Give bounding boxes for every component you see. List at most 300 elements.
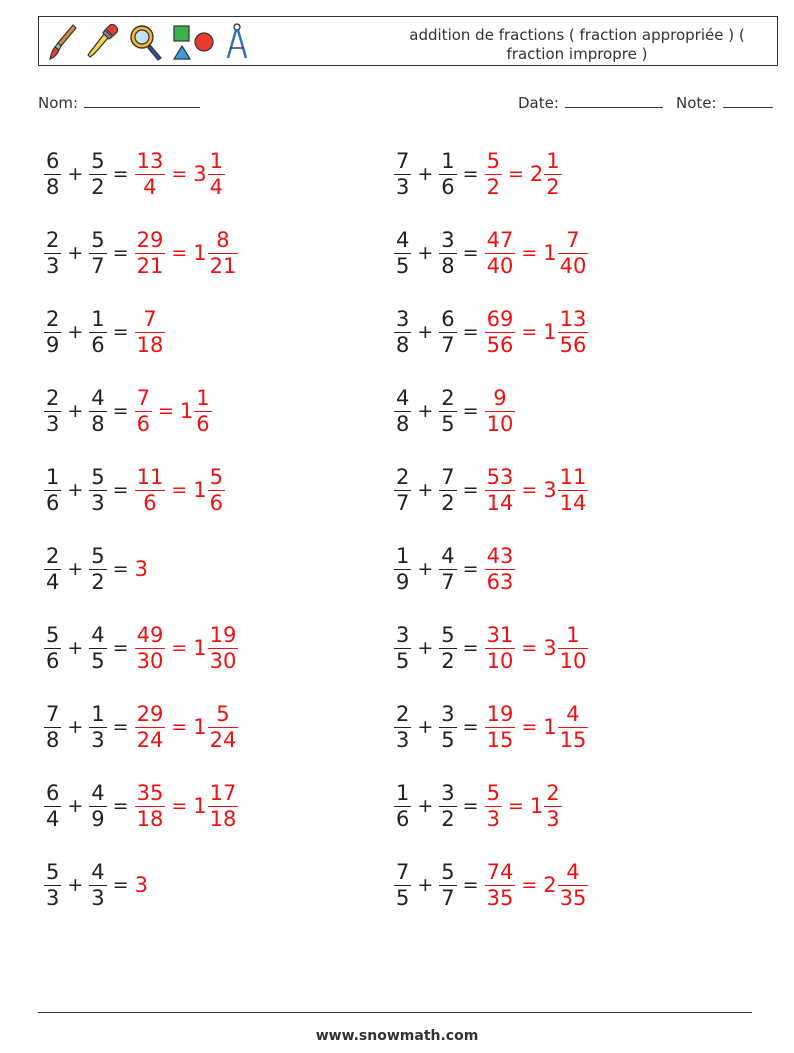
numerator: 5 (91, 148, 105, 173)
addend-fraction (44, 307, 61, 358)
numerator: 7 (441, 464, 455, 489)
fraction-problem (394, 223, 588, 283)
denominator: 15 (559, 727, 587, 752)
equals-sign: = (112, 716, 129, 738)
numerator: 4 (396, 227, 410, 252)
addend-fraction (44, 860, 61, 911)
numerator: 7 (46, 701, 60, 726)
denominator: 40 (559, 253, 587, 278)
numerator: 2 (546, 780, 560, 805)
equals-sign: = (112, 479, 129, 501)
equals-sign: = (462, 479, 479, 501)
equals-sign: = (112, 400, 129, 422)
answer-improper-fraction (485, 149, 502, 200)
mixed-whole-part: 1 (193, 794, 207, 818)
equals-sign: = (521, 242, 538, 264)
addend-fraction (44, 544, 61, 595)
mixed-whole-part: 3 (543, 636, 557, 660)
mixed-fraction-part (208, 149, 225, 200)
footer-url: www.snowmath.com (315, 1028, 479, 1044)
equals-sign: = (112, 874, 129, 896)
numerator: 7 (396, 148, 410, 173)
denominator: 8 (91, 411, 105, 436)
denominator: 6 (209, 490, 223, 515)
mixed-whole-part: 1 (179, 399, 194, 423)
mixed-whole-part: 1 (529, 794, 544, 818)
numerator: 1 (209, 148, 223, 173)
denominator: 24 (209, 727, 237, 752)
numerator: 4 (91, 622, 105, 647)
mixed-fraction-part (544, 149, 561, 200)
addend-fraction (394, 465, 411, 516)
mixed-fraction-part (208, 228, 239, 279)
numerator: 8 (216, 227, 230, 252)
plus-sign: + (67, 637, 84, 659)
addend-fraction (394, 386, 411, 437)
denominator: 6 (91, 332, 105, 357)
denominator: 3 (546, 806, 560, 831)
addend-fraction (44, 149, 61, 200)
denominator: 6 (441, 174, 455, 199)
plus-sign: + (67, 874, 84, 896)
denominator: 6 (396, 806, 410, 831)
numerator: 1 (91, 306, 105, 331)
numerator: 17 (209, 780, 237, 805)
numerator: 13 (559, 306, 587, 331)
numerator: 1 (91, 701, 105, 726)
denominator: 24 (136, 727, 164, 752)
numerator: 3 (441, 227, 455, 252)
numerator: 4 (441, 543, 455, 568)
addend-fraction (394, 228, 411, 279)
equals-sign: = (171, 242, 188, 264)
equals-sign: = (462, 795, 479, 817)
addend-fraction (394, 860, 411, 911)
fraction-problem (44, 460, 225, 520)
mixed-whole-part: 2 (543, 873, 557, 897)
fraction-problem (44, 144, 225, 204)
numerator: 1 (566, 622, 580, 647)
plus-sign: + (417, 242, 434, 264)
answer-whole: 3 (134, 873, 148, 897)
denominator: 30 (209, 648, 237, 673)
plus-sign: + (417, 400, 434, 422)
denominator: 7 (441, 569, 455, 594)
numerator: 5 (441, 859, 455, 884)
mixed-fraction-part (208, 702, 239, 753)
answer-improper-fraction (485, 386, 516, 437)
plus-sign: + (417, 163, 434, 185)
addend-fraction (394, 702, 411, 753)
denominator: 4 (46, 806, 60, 831)
answer-improper-fraction (485, 781, 502, 832)
answer-improper-fraction (485, 623, 516, 674)
answer-improper-fraction (485, 465, 516, 516)
plus-sign: + (67, 479, 84, 501)
denominator: 9 (396, 569, 410, 594)
addend-fraction (89, 149, 106, 200)
addend-fraction (44, 781, 61, 832)
answer-improper-fraction (485, 307, 516, 358)
fraction-problem (394, 381, 515, 441)
equals-sign: = (112, 558, 129, 580)
numerator: 2 (396, 701, 410, 726)
equals-sign: = (112, 321, 129, 343)
fraction-problem (44, 618, 238, 678)
equals-sign: = (171, 716, 188, 738)
fraction-problem (44, 302, 165, 362)
fraction-problem (44, 381, 212, 441)
denominator: 10 (486, 648, 514, 673)
numerator: 19 (486, 701, 514, 726)
equals-sign: = (521, 321, 538, 343)
addend-fraction (439, 228, 456, 279)
denominator: 14 (559, 490, 587, 515)
numerator: 1 (546, 148, 560, 173)
numerator: 6 (441, 306, 455, 331)
addend-fraction (44, 465, 61, 516)
equals-sign: = (462, 400, 479, 422)
grade-label: Note: (676, 94, 717, 112)
addend-fraction (89, 228, 106, 279)
mixed-fraction-part (558, 860, 589, 911)
mixed-fraction-part (194, 386, 211, 437)
addend-fraction (394, 781, 411, 832)
denominator: 30 (136, 648, 164, 673)
denominator: 21 (136, 253, 164, 278)
equals-sign: = (507, 795, 524, 817)
worksheet-title: addition de fractions ( fraction appropriée ) ( fraction impropre ) (409, 26, 745, 63)
equals-sign: = (112, 163, 129, 185)
plus-sign: + (417, 558, 434, 580)
fraction-problem (44, 539, 149, 599)
date-field (518, 94, 663, 112)
mixed-fraction-part (208, 465, 225, 516)
numerator: 5 (91, 543, 105, 568)
denominator: 6 (143, 490, 157, 515)
denominator: 7 (91, 253, 105, 278)
plus-sign: + (417, 716, 434, 738)
header-icons (47, 19, 251, 65)
answer-improper-fraction (135, 149, 166, 200)
numerator: 2 (46, 385, 60, 410)
fraction-problem (44, 855, 149, 915)
denominator: 2 (486, 174, 500, 199)
denominator: 3 (46, 411, 60, 436)
fraction-problem (44, 223, 238, 283)
paintbrush-icon (47, 22, 79, 62)
numerator: 53 (486, 464, 514, 489)
fraction-problem (394, 144, 562, 204)
answer-improper-fraction (485, 228, 516, 279)
equals-sign: = (112, 795, 129, 817)
fraction-problem (394, 539, 515, 599)
denominator: 6 (46, 648, 60, 673)
denominator: 4 (46, 569, 60, 594)
pipette-icon (85, 22, 121, 62)
numerator: 5 (91, 227, 105, 252)
addend-fraction (439, 307, 456, 358)
numerator: 7 (136, 385, 150, 410)
denominator: 2 (441, 806, 455, 831)
denominator: 2 (91, 569, 105, 594)
denominator: 5 (396, 885, 410, 910)
denominator: 5 (91, 648, 105, 673)
denominator: 8 (441, 253, 455, 278)
denominator: 3 (91, 727, 105, 752)
fraction-problem (394, 855, 588, 915)
mixed-whole-part: 1 (543, 241, 557, 265)
denominator: 10 (559, 648, 587, 673)
equals-sign: = (112, 242, 129, 264)
addend-fraction (44, 386, 61, 437)
denominator: 8 (46, 174, 60, 199)
numerator: 29 (136, 227, 164, 252)
addend-fraction (439, 149, 456, 200)
numerator: 5 (209, 464, 223, 489)
addend-fraction (439, 465, 456, 516)
answer-improper-fraction (135, 307, 166, 358)
denominator: 2 (91, 174, 105, 199)
numerator: 9 (493, 385, 507, 410)
denominator: 35 (559, 885, 587, 910)
denominator: 3 (396, 174, 410, 199)
addend-fraction (89, 781, 106, 832)
numerator: 3 (441, 780, 455, 805)
answer-improper-fraction (485, 544, 516, 595)
denominator: 3 (91, 885, 105, 910)
equals-sign: = (462, 321, 479, 343)
plus-sign: + (67, 321, 84, 343)
addend-fraction (44, 702, 61, 753)
addend-fraction (89, 860, 106, 911)
plus-sign: + (417, 321, 434, 343)
denominator: 4 (143, 174, 157, 199)
addend-fraction (439, 544, 456, 595)
denominator: 7 (396, 490, 410, 515)
denominator: 9 (91, 806, 105, 831)
numerator: 5 (486, 780, 500, 805)
denominator: 8 (396, 411, 410, 436)
denominator: 6 (196, 411, 210, 436)
plus-sign: + (67, 242, 84, 264)
numerator: 13 (136, 148, 164, 173)
numerator: 5 (91, 464, 105, 489)
numerator: 5 (441, 622, 455, 647)
numerator: 7 (566, 227, 580, 252)
denominator: 6 (136, 411, 150, 436)
denominator: 6 (46, 490, 60, 515)
equals-sign: = (171, 637, 188, 659)
mixed-fraction-part (558, 307, 589, 358)
addend-fraction (394, 623, 411, 674)
mixed-fraction-part (544, 781, 561, 832)
magnifier-icon (127, 22, 165, 62)
denominator: 7 (441, 332, 455, 357)
fraction-problem (394, 776, 562, 836)
numerator: 4 (566, 701, 580, 726)
denominator: 2 (441, 648, 455, 673)
numerator: 1 (441, 148, 455, 173)
plus-sign: + (417, 479, 434, 501)
denominator: 3 (486, 806, 500, 831)
answer-improper-fraction (135, 228, 166, 279)
denominator: 15 (486, 727, 514, 752)
fraction-problem (394, 460, 588, 520)
addend-fraction (89, 544, 106, 595)
fraction-problem (44, 697, 238, 757)
addend-fraction (44, 623, 61, 674)
answer-improper-fraction (135, 386, 152, 437)
numerator: 7 (143, 306, 157, 331)
compass-icon (223, 22, 251, 62)
answer-improper-fraction (135, 781, 166, 832)
addend-fraction (394, 149, 411, 200)
numerator: 11 (136, 464, 164, 489)
numerator: 3 (396, 306, 410, 331)
numerator: 1 (396, 543, 410, 568)
equals-sign: = (462, 242, 479, 264)
mixed-whole-part: 1 (193, 636, 207, 660)
numerator: 5 (46, 622, 60, 647)
answer-improper-fraction (135, 465, 166, 516)
plus-sign: + (417, 795, 434, 817)
denominator: 5 (441, 727, 455, 752)
equals-sign: = (521, 874, 538, 896)
equals-sign: = (521, 637, 538, 659)
addend-fraction (439, 860, 456, 911)
equals-sign: = (462, 637, 479, 659)
numerator: 7 (396, 859, 410, 884)
mixed-whole-part: 1 (193, 715, 207, 739)
denominator: 5 (441, 411, 455, 436)
addend-fraction (89, 465, 106, 516)
shapes-icon (171, 22, 217, 62)
addend-fraction (439, 623, 456, 674)
plus-sign: + (67, 795, 84, 817)
denominator: 3 (46, 253, 60, 278)
numerator: 4 (91, 780, 105, 805)
numerator: 19 (209, 622, 237, 647)
mixed-fraction-part (558, 623, 589, 674)
numerator: 2 (46, 227, 60, 252)
denominator: 8 (396, 332, 410, 357)
addend-fraction (439, 702, 456, 753)
numerator: 2 (396, 464, 410, 489)
numerator: 1 (46, 464, 60, 489)
mixed-whole-part: 1 (543, 715, 557, 739)
addend-fraction (44, 228, 61, 279)
numerator: 3 (396, 622, 410, 647)
denominator: 63 (486, 569, 514, 594)
numerator: 29 (136, 701, 164, 726)
denominator: 4 (209, 174, 223, 199)
answer-whole: 3 (134, 557, 148, 581)
plus-sign: + (417, 637, 434, 659)
footer-divider (38, 1012, 752, 1013)
plus-sign: + (67, 163, 84, 185)
mixed-whole-part: 3 (543, 478, 557, 502)
mixed-fraction-part (558, 228, 589, 279)
numerator: 11 (559, 464, 587, 489)
addend-fraction (89, 307, 106, 358)
numerator: 43 (486, 543, 514, 568)
addend-fraction (394, 544, 411, 595)
equals-sign: = (171, 479, 188, 501)
grade-field (676, 94, 773, 112)
numerator: 4 (91, 385, 105, 410)
numerator: 49 (136, 622, 164, 647)
date-label: Date: (518, 94, 559, 112)
numerator: 4 (566, 859, 580, 884)
denominator: 14 (486, 490, 514, 515)
equals-sign: = (171, 795, 188, 817)
mixed-fraction-part (208, 781, 239, 832)
mixed-whole-part: 1 (193, 241, 207, 265)
equals-sign: = (521, 716, 538, 738)
mixed-fraction-part (208, 623, 239, 674)
numerator: 5 (46, 859, 60, 884)
denominator: 21 (209, 253, 237, 278)
denominator: 56 (486, 332, 514, 357)
numerator: 3 (441, 701, 455, 726)
mixed-whole-part: 1 (193, 478, 207, 502)
denominator: 3 (91, 490, 105, 515)
equals-sign: = (521, 479, 538, 501)
fraction-problem (394, 618, 588, 678)
equals-sign: = (507, 163, 524, 185)
mixed-fraction-part (558, 465, 589, 516)
numerator: 1 (196, 385, 210, 410)
numerator: 6 (46, 780, 60, 805)
answer-improper-fraction (135, 702, 166, 753)
denominator: 18 (209, 806, 237, 831)
fraction-problem (44, 776, 238, 836)
numerator: 47 (486, 227, 514, 252)
numerator: 4 (396, 385, 410, 410)
denominator: 5 (396, 648, 410, 673)
numerator: 74 (486, 859, 514, 884)
numerator: 1 (396, 780, 410, 805)
plus-sign: + (417, 874, 434, 896)
numerator: 5 (216, 701, 230, 726)
numerator: 5 (486, 148, 500, 173)
denominator: 3 (396, 727, 410, 752)
plus-sign: + (67, 558, 84, 580)
equals-sign: = (462, 874, 479, 896)
denominator: 9 (46, 332, 60, 357)
equals-sign: = (462, 558, 479, 580)
mixed-fraction-part (558, 702, 589, 753)
answer-improper-fraction (485, 860, 516, 911)
grade-blank-line (723, 106, 773, 108)
denominator: 56 (559, 332, 587, 357)
name-field (38, 94, 200, 112)
mixed-whole-part: 3 (193, 162, 207, 186)
date-blank-line (565, 106, 663, 108)
numerator: 2 (46, 306, 60, 331)
denominator: 5 (396, 253, 410, 278)
equals-sign: = (171, 163, 188, 185)
addend-fraction (439, 386, 456, 437)
mixed-whole-part: 2 (529, 162, 544, 186)
equals-sign: = (157, 400, 174, 422)
plus-sign: + (67, 400, 84, 422)
denominator: 2 (441, 490, 455, 515)
fraction-problem (394, 302, 588, 362)
name-label: Nom: (38, 94, 79, 112)
answer-improper-fraction (485, 702, 516, 753)
